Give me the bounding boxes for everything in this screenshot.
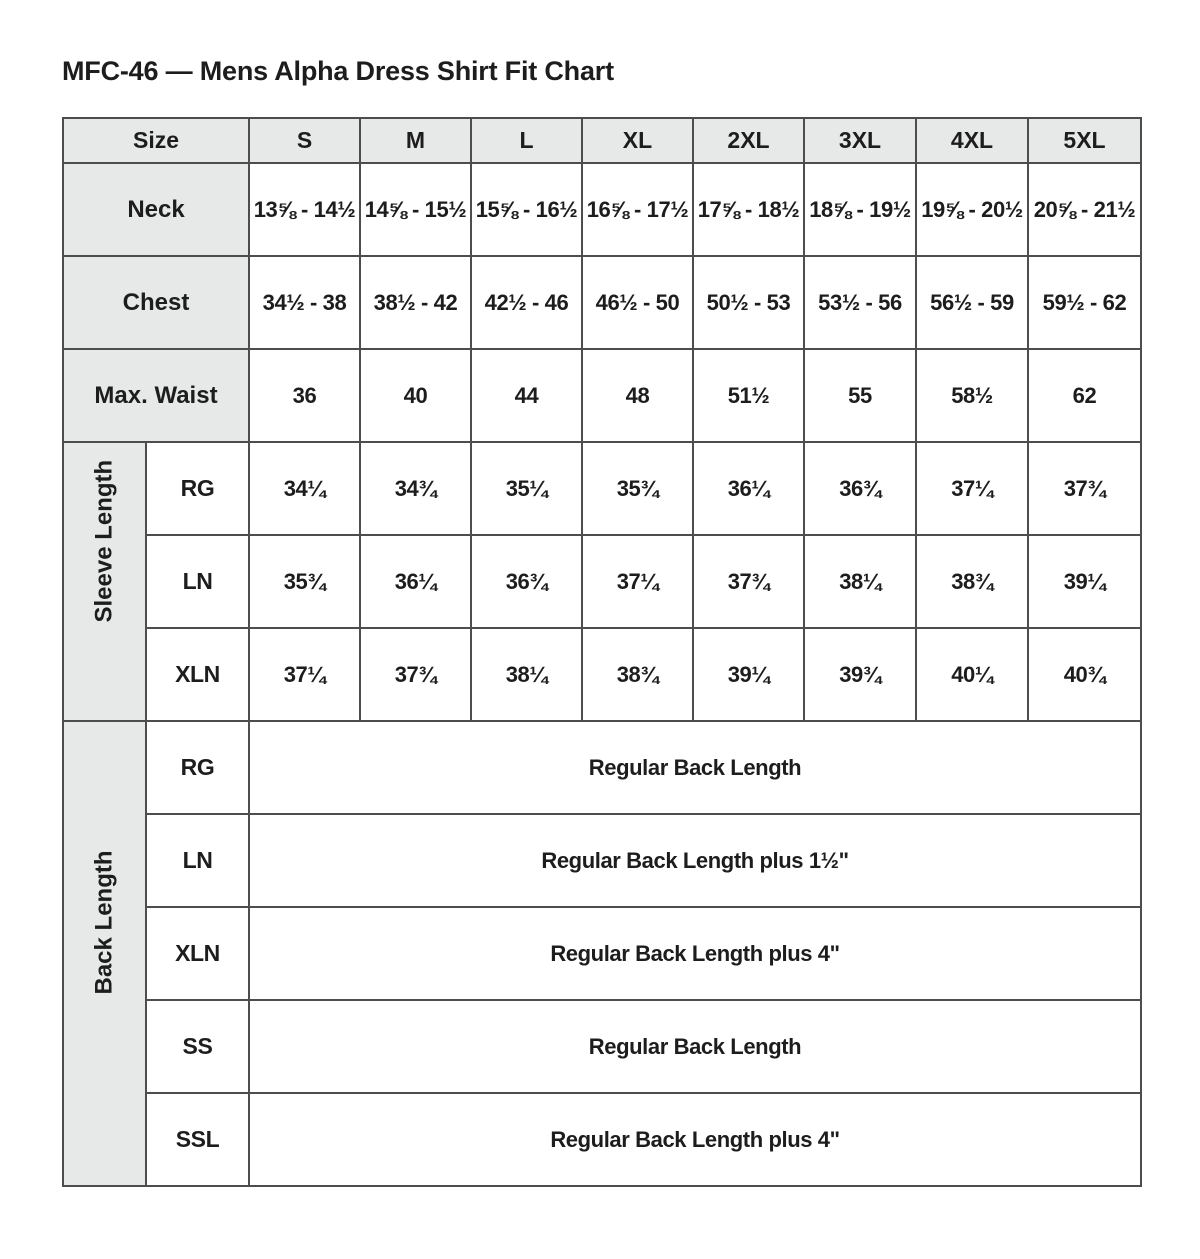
- col-header-m: M: [360, 118, 471, 163]
- sleeve-xln-value: 37¼: [249, 628, 360, 721]
- row-label-neck: Neck: [63, 163, 249, 256]
- sleeve-xln-value: 40¾: [1028, 628, 1141, 721]
- sleeve-rg-value: 34¼: [249, 442, 360, 535]
- chest-value: 46½ - 50: [582, 256, 693, 349]
- sleeve-xln-row: [63, 628, 1141, 721]
- chest-value: 59½ - 62: [1028, 256, 1141, 349]
- max-waist-value: 40: [360, 349, 471, 442]
- back-ss-text: Regular Back Length: [249, 1000, 1141, 1093]
- row-label-back-ss: SS: [146, 1000, 249, 1093]
- sleeve-ln-value: 35¾: [249, 535, 360, 628]
- page-title: MFC-46 — Mens Alpha Dress Shirt Fit Chart: [62, 56, 614, 86]
- header-row: [63, 118, 1141, 163]
- row-label-back-xln: XLN: [146, 907, 249, 1000]
- sleeve-rg-row: [63, 442, 1141, 535]
- back-length-vertical-label: Back Length: [90, 849, 118, 994]
- sleeve-rg-value: 34¾: [360, 442, 471, 535]
- chest-value: 56½ - 59: [916, 256, 1028, 349]
- back-ln-text: Regular Back Length plus 1½": [249, 814, 1141, 907]
- sleeve-ln-value: 38¾: [916, 535, 1028, 628]
- sleeve-length-vertical-label: Sleeve Length: [90, 459, 118, 622]
- row-group-label-sleeve-length: [63, 442, 146, 721]
- neck-row: [63, 163, 1141, 256]
- sleeve-xln-value: 37¾: [360, 628, 471, 721]
- row-label-back-ln: LN: [146, 814, 249, 907]
- sleeve-ln-value: 36¾: [471, 535, 582, 628]
- sleeve-rg-value: 35¼: [471, 442, 582, 535]
- fit-chart-table: [62, 117, 1142, 1187]
- col-header-5xl: 5XL: [1028, 118, 1141, 163]
- max-waist-value: 62: [1028, 349, 1141, 442]
- row-label-back-ssl: SSL: [146, 1093, 249, 1186]
- sleeve-ln-value: 37¾: [693, 535, 804, 628]
- neck-value: 18⅝ - 19½: [804, 163, 916, 256]
- col-header-4xl: 4XL: [916, 118, 1028, 163]
- max-waist-value: 58½: [916, 349, 1028, 442]
- sleeve-ln-value: 36¼: [360, 535, 471, 628]
- sleeve-rg-value: 37¼: [916, 442, 1028, 535]
- max-waist-value: 55: [804, 349, 916, 442]
- col-header-xl: XL: [582, 118, 693, 163]
- max-waist-value: 48: [582, 349, 693, 442]
- sleeve-rg-value: 36¼: [693, 442, 804, 535]
- back-ssl-row: [63, 1093, 1141, 1186]
- neck-value: 16⅝ - 17½: [582, 163, 693, 256]
- chest-value: 50½ - 53: [693, 256, 804, 349]
- back-ss-row: [63, 1000, 1141, 1093]
- neck-value: 17⅝ - 18½: [693, 163, 804, 256]
- sleeve-rg-value: 35¾: [582, 442, 693, 535]
- col-header-3xl: 3XL: [804, 118, 916, 163]
- back-xln-row: [63, 907, 1141, 1000]
- back-rg-row: [63, 721, 1141, 814]
- chest-value: 38½ - 42: [360, 256, 471, 349]
- sleeve-xln-value: 38¾: [582, 628, 693, 721]
- neck-value: 20⅝ - 21½: [1028, 163, 1141, 256]
- col-header-2xl: 2XL: [693, 118, 804, 163]
- max-waist-value: 36: [249, 349, 360, 442]
- chest-value: 34½ - 38: [249, 256, 360, 349]
- sleeve-ln-row: [63, 535, 1141, 628]
- sleeve-ln-value: 37¼: [582, 535, 693, 628]
- back-ssl-text: Regular Back Length plus 4": [249, 1093, 1141, 1186]
- sleeve-ln-value: 39¼: [1028, 535, 1141, 628]
- col-header-s: S: [249, 118, 360, 163]
- neck-value: 19⅝ - 20½: [916, 163, 1028, 256]
- chest-value: 42½ - 46: [471, 256, 582, 349]
- neck-value: 14⅝ - 15½: [360, 163, 471, 256]
- row-label-max-waist: Max. Waist: [63, 349, 249, 442]
- neck-value: 15⅝ - 16½: [471, 163, 582, 256]
- chest-row: [63, 256, 1141, 349]
- row-group-label-back-length: [63, 721, 146, 1186]
- max-waist-value: 44: [471, 349, 582, 442]
- max-waist-row: [63, 349, 1141, 442]
- sleeve-rg-value: 37¾: [1028, 442, 1141, 535]
- chest-value: 53½ - 56: [804, 256, 916, 349]
- sleeve-xln-value: 39¼: [693, 628, 804, 721]
- sleeve-xln-value: 38¼: [471, 628, 582, 721]
- sleeve-xln-value: 39¾: [804, 628, 916, 721]
- sleeve-ln-value: 38¼: [804, 535, 916, 628]
- size-column-header: Size: [63, 118, 249, 163]
- back-ln-row: [63, 814, 1141, 907]
- back-rg-text: Regular Back Length: [249, 721, 1141, 814]
- row-label-sleeve-ln: LN: [146, 535, 249, 628]
- sleeve-xln-value: 40¼: [916, 628, 1028, 721]
- row-label-chest: Chest: [63, 256, 249, 349]
- row-label-sleeve-xln: XLN: [146, 628, 249, 721]
- back-xln-text: Regular Back Length plus 4": [249, 907, 1141, 1000]
- row-label-sleeve-rg: RG: [146, 442, 249, 535]
- sleeve-rg-value: 36¾: [804, 442, 916, 535]
- row-label-back-rg: RG: [146, 721, 249, 814]
- max-waist-value: 51½: [693, 349, 804, 442]
- col-header-l: L: [471, 118, 582, 163]
- neck-value: 13⅝ - 14½: [249, 163, 360, 256]
